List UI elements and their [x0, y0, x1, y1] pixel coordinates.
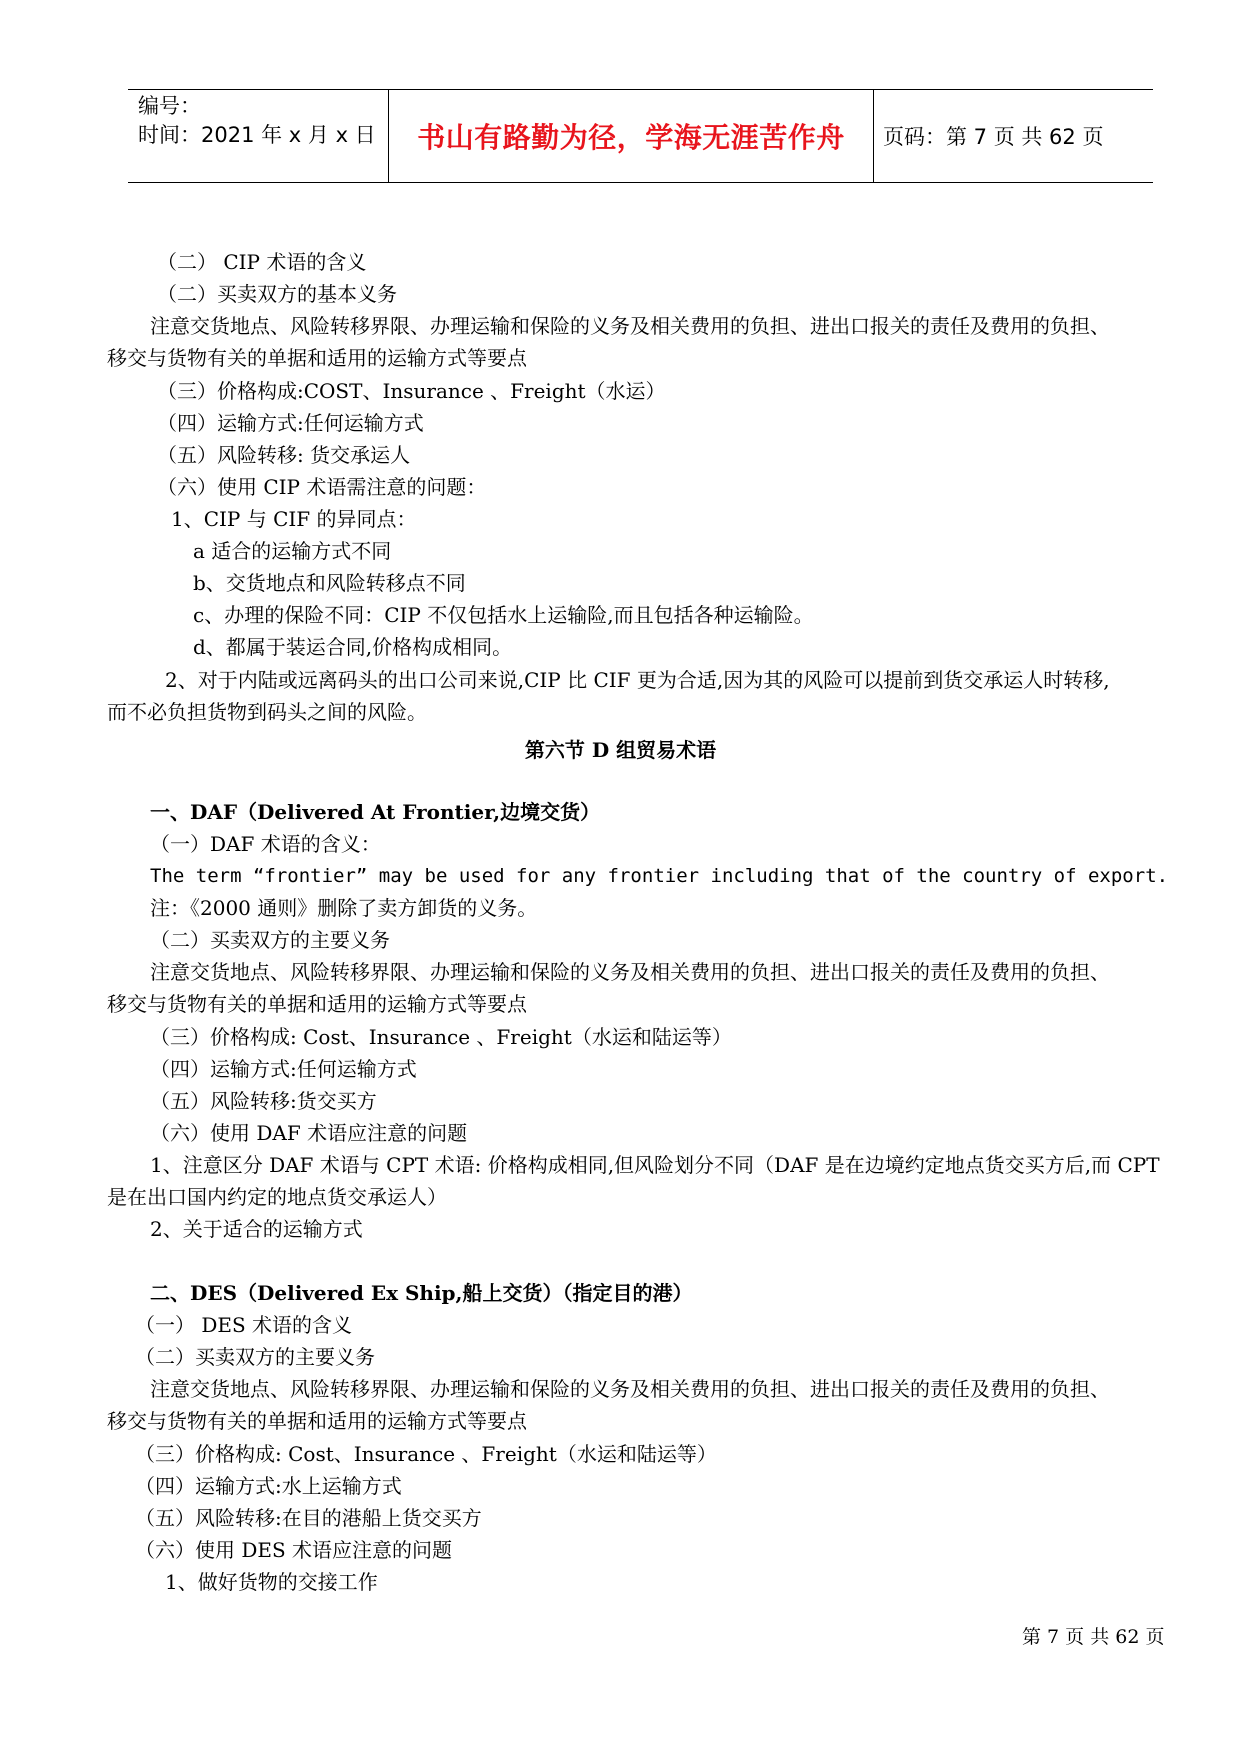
text-line: （二） CIP 术语的含义: [157, 250, 367, 274]
header-page-number: 页码：第 7 页 共 62 页: [883, 125, 1104, 149]
text-line: （三）价格构成: Cost、Insurance 、Freight（水运和陆运等）: [150, 1025, 732, 1049]
footer-page-number: 第 7 页 共 62 页: [1022, 1626, 1165, 1648]
text-line: d、都属于装运合同,价格构成相同。: [193, 635, 513, 659]
text-line: 移交与货物有关的单据和适用的运输方式等要点: [107, 346, 527, 370]
text-line: 移交与货物有关的单据和适用的运输方式等要点: [107, 1409, 527, 1433]
header-meta: [138, 92, 376, 150]
text-line: （二）买卖双方的主要义务: [150, 928, 390, 952]
text-line: （三）价格构成: Cost、Insurance 、Freight（水运和陆运等）: [135, 1442, 717, 1466]
text-line: 2、对于内陆或远离码头的出口公司来说,CIP 比 CIF 更为合适,因为其的风险可以提前到货交承运人时转移,: [165, 668, 1110, 692]
text-line: 注意交货地点、风险转移界限、办理运输和保险的义务及相关费用的负担、进出口报关的责任及费用的负担、: [150, 1377, 1110, 1401]
text-line: 是在出口国内约定的地点货交承运人）: [107, 1185, 447, 1209]
text-line: （五）风险转移: 货交承运人: [157, 443, 411, 467]
section-title: 第六节 D 组贸易术语: [524, 738, 717, 762]
header-time: 时间：2021 年 x 月 x 日: [138, 123, 376, 147]
subsection-heading: 一、DAF（Delivered At Frontier,边境交货）: [150, 800, 601, 824]
text-line: （六）使用 DES 术语应注意的问题: [135, 1538, 453, 1562]
text-line: （六）使用 DAF 术语应注意的问题: [150, 1121, 468, 1145]
text-line: 而不必负担货物到码头之间的风险。: [107, 700, 427, 724]
header-divider: [873, 90, 874, 182]
page-header: [128, 89, 1153, 183]
text-line: The term “frontier” may be used for any frontier including that of the country of export.: [150, 865, 1169, 887]
text-line: （六）使用 CIP 术语需注意的问题：: [157, 475, 487, 499]
text-line: （二）买卖双方的主要义务: [135, 1345, 375, 1369]
text-line: （一） DES 术语的含义: [135, 1313, 353, 1337]
text-line: （五）风险转移:在目的港船上货交买方: [135, 1506, 482, 1530]
text-line: 注意交货地点、风险转移界限、办理运输和保险的义务及相关费用的负担、进出口报关的责任及费用的负担、: [150, 960, 1110, 984]
subsection-heading: 二、DES（Delivered Ex Ship,船上交货）（指定目的港）: [150, 1281, 693, 1305]
text-line: （四）运输方式:水上运输方式: [135, 1474, 402, 1498]
text-line: a 适合的运输方式不同: [193, 539, 392, 563]
text-line: （四）运输方式:任何运输方式: [157, 411, 424, 435]
text-line: （三）价格构成:COST、Insurance 、Freight（水运）: [157, 379, 666, 403]
text-line: 注：《2000 通则》删除了卖方卸货的义务。: [150, 896, 538, 920]
text-line: （一）DAF 术语的含义：: [150, 832, 381, 856]
header-motto: 书山有路勤为径，学海无涯苦作舟: [417, 121, 845, 154]
text-line: 1、注意区分 DAF 术语与 CPT 术语: 价格构成相同,但风险划分不同（DAF 是在边境约定地点货交买方后,而 CPT: [150, 1153, 1160, 1177]
header-code: 编号：: [138, 94, 201, 118]
text-line: b、交货地点和风险转移点不同: [193, 571, 466, 595]
text-line: 1、CIP 与 CIF 的异同点：: [171, 507, 417, 531]
text-line: 注意交货地点、风险转移界限、办理运输和保险的义务及相关费用的负担、进出口报关的责任及费用的负担、: [150, 314, 1110, 338]
text-line: （二）买卖双方的基本义务: [157, 282, 397, 306]
text-line: （四）运输方式:任何运输方式: [150, 1057, 417, 1081]
text-line: （五）风险转移:货交买方: [150, 1089, 377, 1113]
text-line: 1、做好货物的交接工作: [165, 1570, 378, 1594]
text-line: 2、关于适合的运输方式: [150, 1217, 363, 1241]
text-line: c、办理的保险不同：CIP 不仅包括水上运输险,而且包括各种运输险。: [193, 603, 814, 627]
text-line: 移交与货物有关的单据和适用的运输方式等要点: [107, 992, 527, 1016]
